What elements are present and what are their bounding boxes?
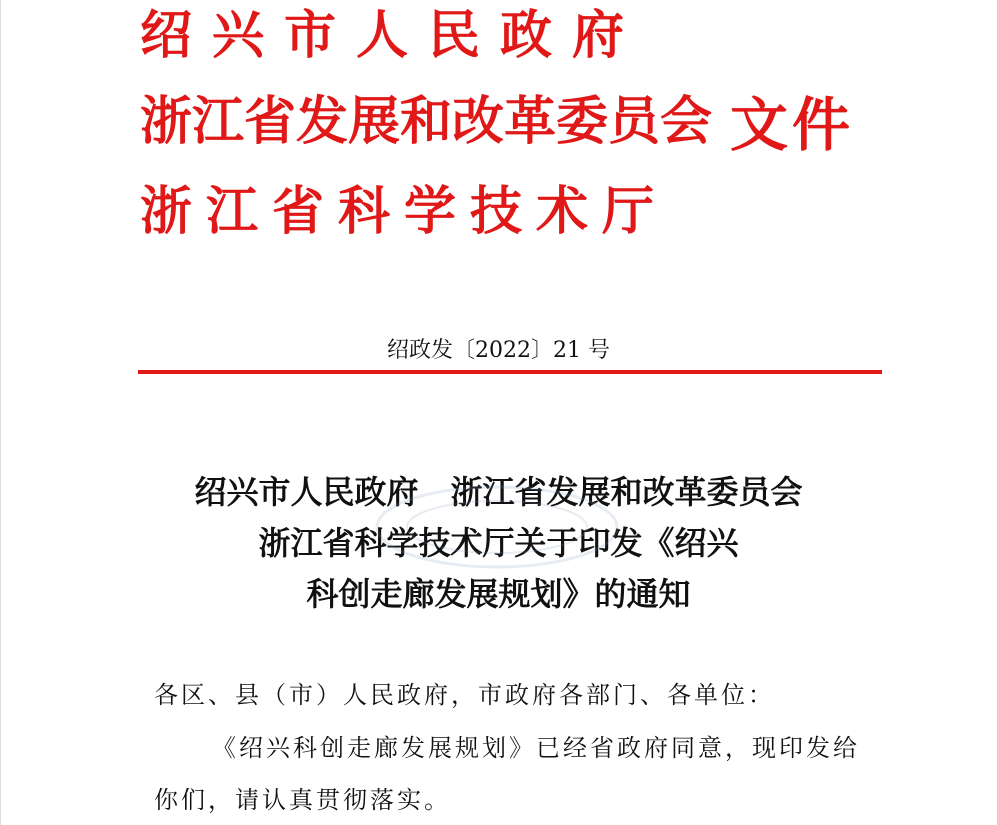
body-paragraph-line-1: 《绍兴科创走廊发展规划》已经省政府同意，现印发给 xyxy=(212,734,860,762)
salutation-text: 各区、县（市）人民政府，市政府各部门、各单位： xyxy=(154,681,775,709)
document-number: 绍政发〔2022〕21 号 xyxy=(387,338,610,363)
issuer-name-2: 浙江省发展和改革委员会 xyxy=(140,91,713,152)
document-title-line-1: 绍兴市人民政府 浙江省发展和改革委员会 xyxy=(194,473,803,511)
document-type-label: 文件 xyxy=(730,91,855,159)
document-title-line-3: 科创走廊发展规划》的通知 xyxy=(306,575,691,613)
issuer-name-1: 绍兴市人民政府 xyxy=(140,5,645,66)
red-separator-line xyxy=(138,370,882,374)
page-edge-line xyxy=(0,0,1,825)
body-paragraph-line-2: 你们，请认真贯彻落实。 xyxy=(154,786,451,814)
document-title-line-2: 浙江省科学技术厅关于印发《绍兴 xyxy=(258,524,739,562)
issuer-name-3: 浙江省科学技术厅 xyxy=(140,181,669,242)
